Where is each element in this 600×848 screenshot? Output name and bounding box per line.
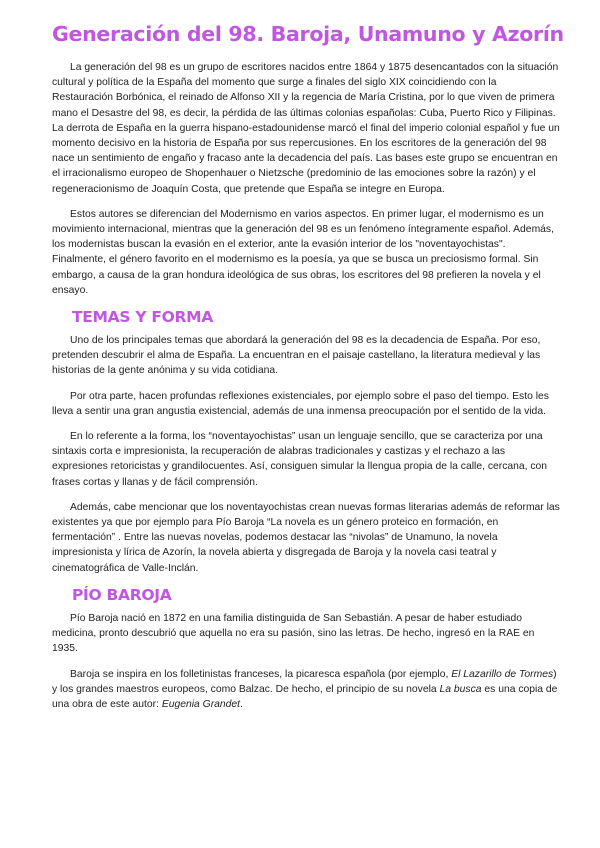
temas-paragraph-3: En lo referente a la forma, los “noventayochistas” usan un lenguaje sencillo, que se caracteriza por una sintaxis corta e impresionista, la recuperación de alabras tradicionales y castizas y el rechazo a las expresiones retoricistas y grandilocuentes. Así, consiguen simular la llengua propia de la calle, cercana, con frases cortas y llanas y de fácil comprensión. bbox=[52, 431, 548, 488]
temas-paragraph-4: Además, cabe mencionar que los noventayochistas crean nuevas formas literarias además de reformar las existentes ya que por ejemplo para Pío Baroja “La novela es un género proteico en formación, en fermentación” . Entre las nuevas novelas, podemos destacar las “nivolas” de Unamuno, la novela impresionista y lírica de Azorín, la novela abierta y disgregada de Baroja y la novela casi teatral y cinematográfica de Valle-Inclán. bbox=[52, 501, 560, 574]
text-run: ) y los grandes maestros europeos, como Balzac. De hecho, el principio de su novela bbox=[52, 668, 557, 695]
temas-paragraph-2: Por otra parte, hacen profundas reflexiones existenciales, por ejemplo sobre el paso del tiempo. Esto les lleva a sentir una gran angustia existencial, además de una inmensa preocupación por el sentido de la vida. bbox=[52, 390, 549, 417]
temas-paragraph-1: Uno de los principales temas que abordará la generación del 98 es la decadencia de España. Por eso, pretenden descubrir el alma de España. La encuentran en el paisaje castellano, la literatura medieval y las historias de la gente anónima y su vida cotidiana. bbox=[52, 335, 541, 377]
baroja-paragraph-1: Pío Baroja nació en 1872 en una familia distinguida de San Sebastián. A pesar de haber estudiado medicina, pronto descubrió que aquella no era su pasión, sino las letras. De hecho, ingresó en la RAE en 1935. bbox=[52, 612, 535, 655]
text-run: . bbox=[240, 698, 243, 710]
section-heading-temas: TEMAS Y FORMA bbox=[72, 308, 213, 327]
baroja-paragraph-2 bbox=[52, 667, 560, 713]
intro-paragraph-2: Estos autores se diferencian del Modernismo en varios aspectos. En primer lugar, el modernismo es un movimiento internacional, mientras que la generación del 98 es un fenómeno íntegramente español. Además, los modernistas buscan la evasión en el exterior, ante la evasión interior de los "noventayochistas". Finalmente, el género favorito en el modernismo es la poesía, ya que se busca un preciosismo formal. Sin embargo, a causa de la gran hondura ideológica de sus obras, los escritores del 98 prefieren la novela y el ensayo. bbox=[52, 208, 554, 296]
text-run: es una copia de una obra de este autor: bbox=[52, 683, 558, 710]
book-title-la-busca: La busca bbox=[439, 683, 482, 695]
intro-paragraph-1: La generación del 98 es un grupo de escritores nacidos entre 1864 y 1875 desencantados con la situación cultural y política de la España del momento que surge a finales del siglo XIX coincidiendo con la Restauración Borbónica, el reinado de Alfonso XII y la regencia de María Cristina, por lo que viven de primera mano el Desastre del 98, es decir, la pérdida de las últimas colonias españolas: Cuba, Puerto Rico y Filipinas. La derrota de España en la guerra hispano-estadounidense marcó el final del imperio colonial español y fue un momento decisivo en la historia de España por sus repercusiones. En los escritores de la generación del 98 nace un sentimiento de engaño y fracaso ante la decadencia del país. Las bases este grupo se encuentran en el irracionalismo europeo de Shopenhauer o Nietzsche (predominio de las emociones sobre la razón) y el regeneracionismo de Joaquín Costa, que pretende que España se integre en Europa. bbox=[52, 62, 560, 195]
book-title-lazarillo: El Lazarillo de Tormes bbox=[451, 668, 554, 680]
text-run: Baroja se inspira en los folletinistas franceses, la picaresca española (por ejemplo, bbox=[70, 668, 452, 680]
section-heading-baroja: PÍO BAROJA bbox=[72, 585, 172, 604]
book-title-eugenia-grandet: Eugenia Grandet bbox=[161, 698, 241, 710]
document-title: Generación del 98. Baroja, Unamuno y Azorín bbox=[52, 22, 564, 46]
